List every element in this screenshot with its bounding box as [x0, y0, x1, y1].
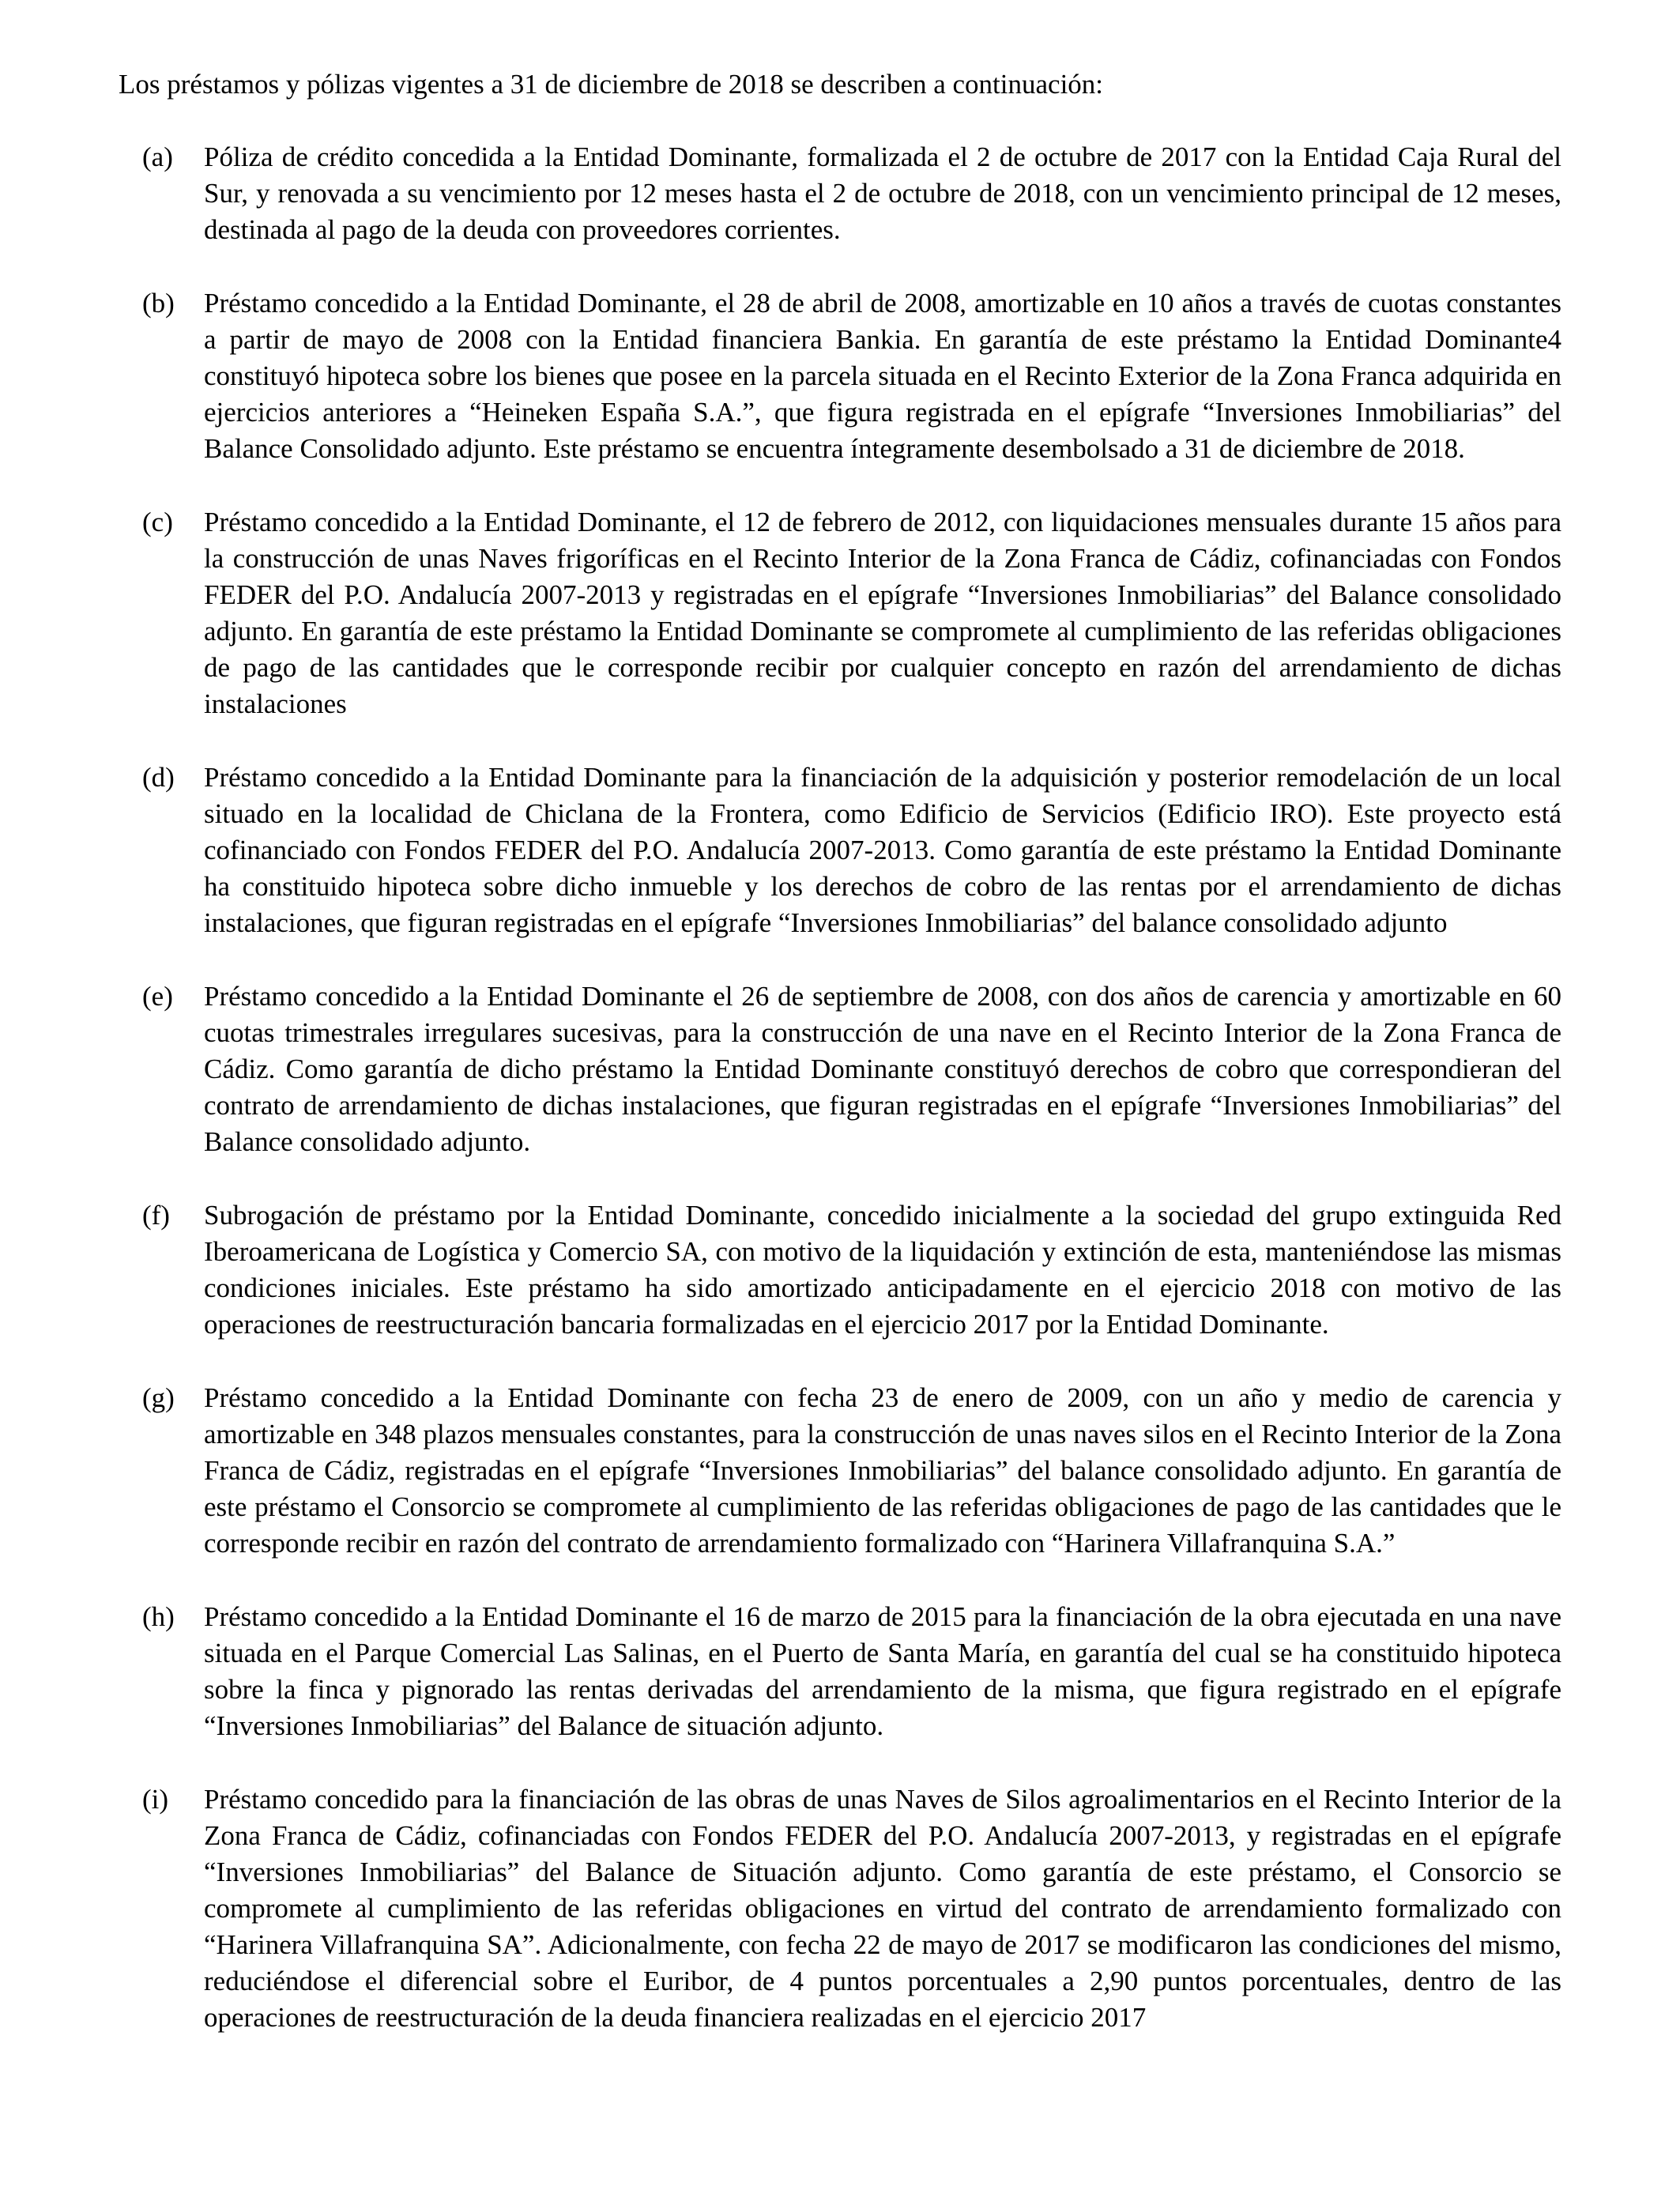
- list-item-e: [119, 978, 1561, 1160]
- item-text: Préstamo concedido a la Entidad Dominante el 16 de marzo de 2015 para la financiación de la obra ejecutada en una nave situada en el Parque Comercial Las Salinas, en el Puerto de Santa María, en garantía del cual se ha constituido hipoteca sobre la finca y pignorado las rentas derivadas del arrendamiento de la misma, que figura registrado en el epígrafe “Inversiones Inmobiliarias” del Balance de situación adjunto.: [204, 1601, 1561, 1741]
- item-marker: (d): [142, 762, 175, 793]
- item-text: Subrogación de préstamo por la Entidad Dominante, concedido inicialmente a la sociedad del grupo extinguida Red Iberoamericana de Logística y Comercio SA, con motivo de la liquidación y extinción de esta, manteniéndose las mismas condiciones iniciales. Este préstamo ha sido amortizado anticipadamente en el ejercicio 2018 con motivo de las operaciones de reestructuración bancaria formalizadas en el ejercicio 2017 por la Entidad Dominante.: [204, 1200, 1561, 1340]
- intro-paragraph: Los préstamos y pólizas vigentes a 31 de diciembre de 2018 se describen a continuación:: [119, 69, 1104, 100]
- item-text: Póliza de crédito concedida a la Entidad Dominante, formalizada el 2 de octubre de 2017 con la Entidad Caja Rural del Sur, y renovada a su vencimiento por 12 meses hasta el 2 de octubre de 2018, con un vencimiento principal de 12 meses, destinada al pago de la deuda con proveedores corrientes.: [204, 141, 1561, 245]
- item-text: Préstamo concedido a la Entidad Dominante, el 12 de febrero de 2012, con liquidaciones mensuales durante 15 años para la construcción de unas Naves frigoríficas en el Recinto Interior de la Zona Franca de Cádiz, cofinanciadas con Fondos FEDER del P.O. Andalucía 2007-2013 y registradas en el epígrafe “Inversiones Inmobiliarias” del Balance consolidado adjunto. En garantía de este préstamo la Entidad Dominante se compromete al cumplimiento de las referidas obligaciones de pago de las cantidades que le corresponde recibir por cualquier concepto en razón del arrendamiento de dichas instalaciones: [204, 507, 1561, 719]
- loan-list: [119, 139, 1561, 2036]
- list-item-i: [119, 1781, 1561, 2036]
- item-text: Préstamo concedido a la Entidad Dominante el 26 de septiembre de 2008, con dos años de carencia y amortizable en 60 cuotas trimestrales irregulares sucesivas, para la construcción de una nave en el Recinto Interior de la Zona Franca de Cádiz. Como garantía de dicho préstamo la Entidad Dominante constituyó derechos de cobro que correspondieran del contrato de arrendamiento de dichas instalaciones, que figuran registradas en el epígrafe “Inversiones Inmobiliarias” del Balance consolidado adjunto.: [204, 981, 1561, 1157]
- list-item-h: [119, 1599, 1561, 1744]
- item-text: Préstamo concedido a la Entidad Dominante para la financiación de la adquisición y posterior remodelación de un local situado en la localidad de Chiclana de la Frontera, como Edificio de Servicios (Edificio IRO). Este proyecto está cofinanciado con Fondos FEDER del P.O. Andalucía 2007-2013. Como garantía de este préstamo la Entidad Dominante ha constituido hipoteca sobre dicho inmueble y los derechos de cobro de las rentas por el arrendamiento de dichas instalaciones, que figuran registradas en el epígrafe “Inversiones Inmobiliarias” del balance consolidado adjunto: [204, 762, 1561, 938]
- list-item-f: [119, 1197, 1561, 1343]
- list-item-c: [119, 504, 1561, 722]
- list-item-b: [119, 285, 1561, 467]
- list-item-a: [119, 139, 1561, 248]
- item-marker: (b): [142, 288, 175, 319]
- item-marker: (g): [142, 1382, 175, 1413]
- item-marker: (e): [142, 981, 173, 1012]
- item-marker: (i): [142, 1784, 169, 1815]
- item-text: Préstamo concedido a la Entidad Dominante, el 28 de abril de 2008, amortizable en 10 años a través de cuotas constantes a partir de mayo de 2008 con la Entidad financiera Bankia. En garantía de este préstamo la Entidad Dominante4 constituyó hipoteca sobre los bienes que posee en la parcela situada en el Recinto Exterior de la Zona Franca adquirida en ejercicios anteriores a “Heineken España S.A.”, que figura registrada en el epígrafe “Inversiones Inmobiliarias” del Balance Consolidado adjunto. Este préstamo se encuentra íntegramente desembolsado a 31 de diciembre de 2018.: [204, 288, 1561, 464]
- list-item-d: [119, 760, 1561, 941]
- item-text: Préstamo concedido para la financiación de las obras de unas Naves de Silos agroalimentarios en el Recinto Interior de la Zona Franca de Cádiz, cofinanciadas con Fondos FEDER del P.O. Andalucía 2007-2013, y registradas en el epígrafe “Inversiones Inmobiliarias” del Balance de Situación adjunto. Como garantía de este préstamo, el Consorcio se compromete al cumplimiento de las referidas obligaciones en virtud del contrato de arrendamiento formalizado con “Harinera Villafranquina SA”. Adicionalmente, con fecha 22 de mayo de 2017 se modificaron las condiciones del mismo, reduciéndose el diferencial sobre el Euribor, de 4 puntos porcentuales a 2,90 puntos porcentuales, dentro de las operaciones de reestructuración de la deuda financiera realizadas en el ejercicio 2017: [204, 1784, 1561, 2033]
- item-marker: (a): [142, 141, 173, 172]
- item-marker: (h): [142, 1601, 175, 1632]
- list-item-g: [119, 1380, 1561, 1562]
- item-text: Préstamo concedido a la Entidad Dominante con fecha 23 de enero de 2009, con un año y medio de carencia y amortizable en 348 plazos mensuales constantes, para la construcción de unas naves silos en el Recinto Interior de la Zona Franca de Cádiz, registradas en el epígrafe “Inversiones Inmobiliarias” del balance consolidado adjunto. En garantía de este préstamo el Consorcio se compromete al cumplimiento de las referidas obligaciones de pago de las cantidades que le corresponde recibir en razón del contrato de arrendamiento formalizado con “Harinera Villafranquina S.A.”: [204, 1382, 1561, 1559]
- item-marker: (f): [142, 1200, 170, 1231]
- item-marker: (c): [142, 507, 173, 537]
